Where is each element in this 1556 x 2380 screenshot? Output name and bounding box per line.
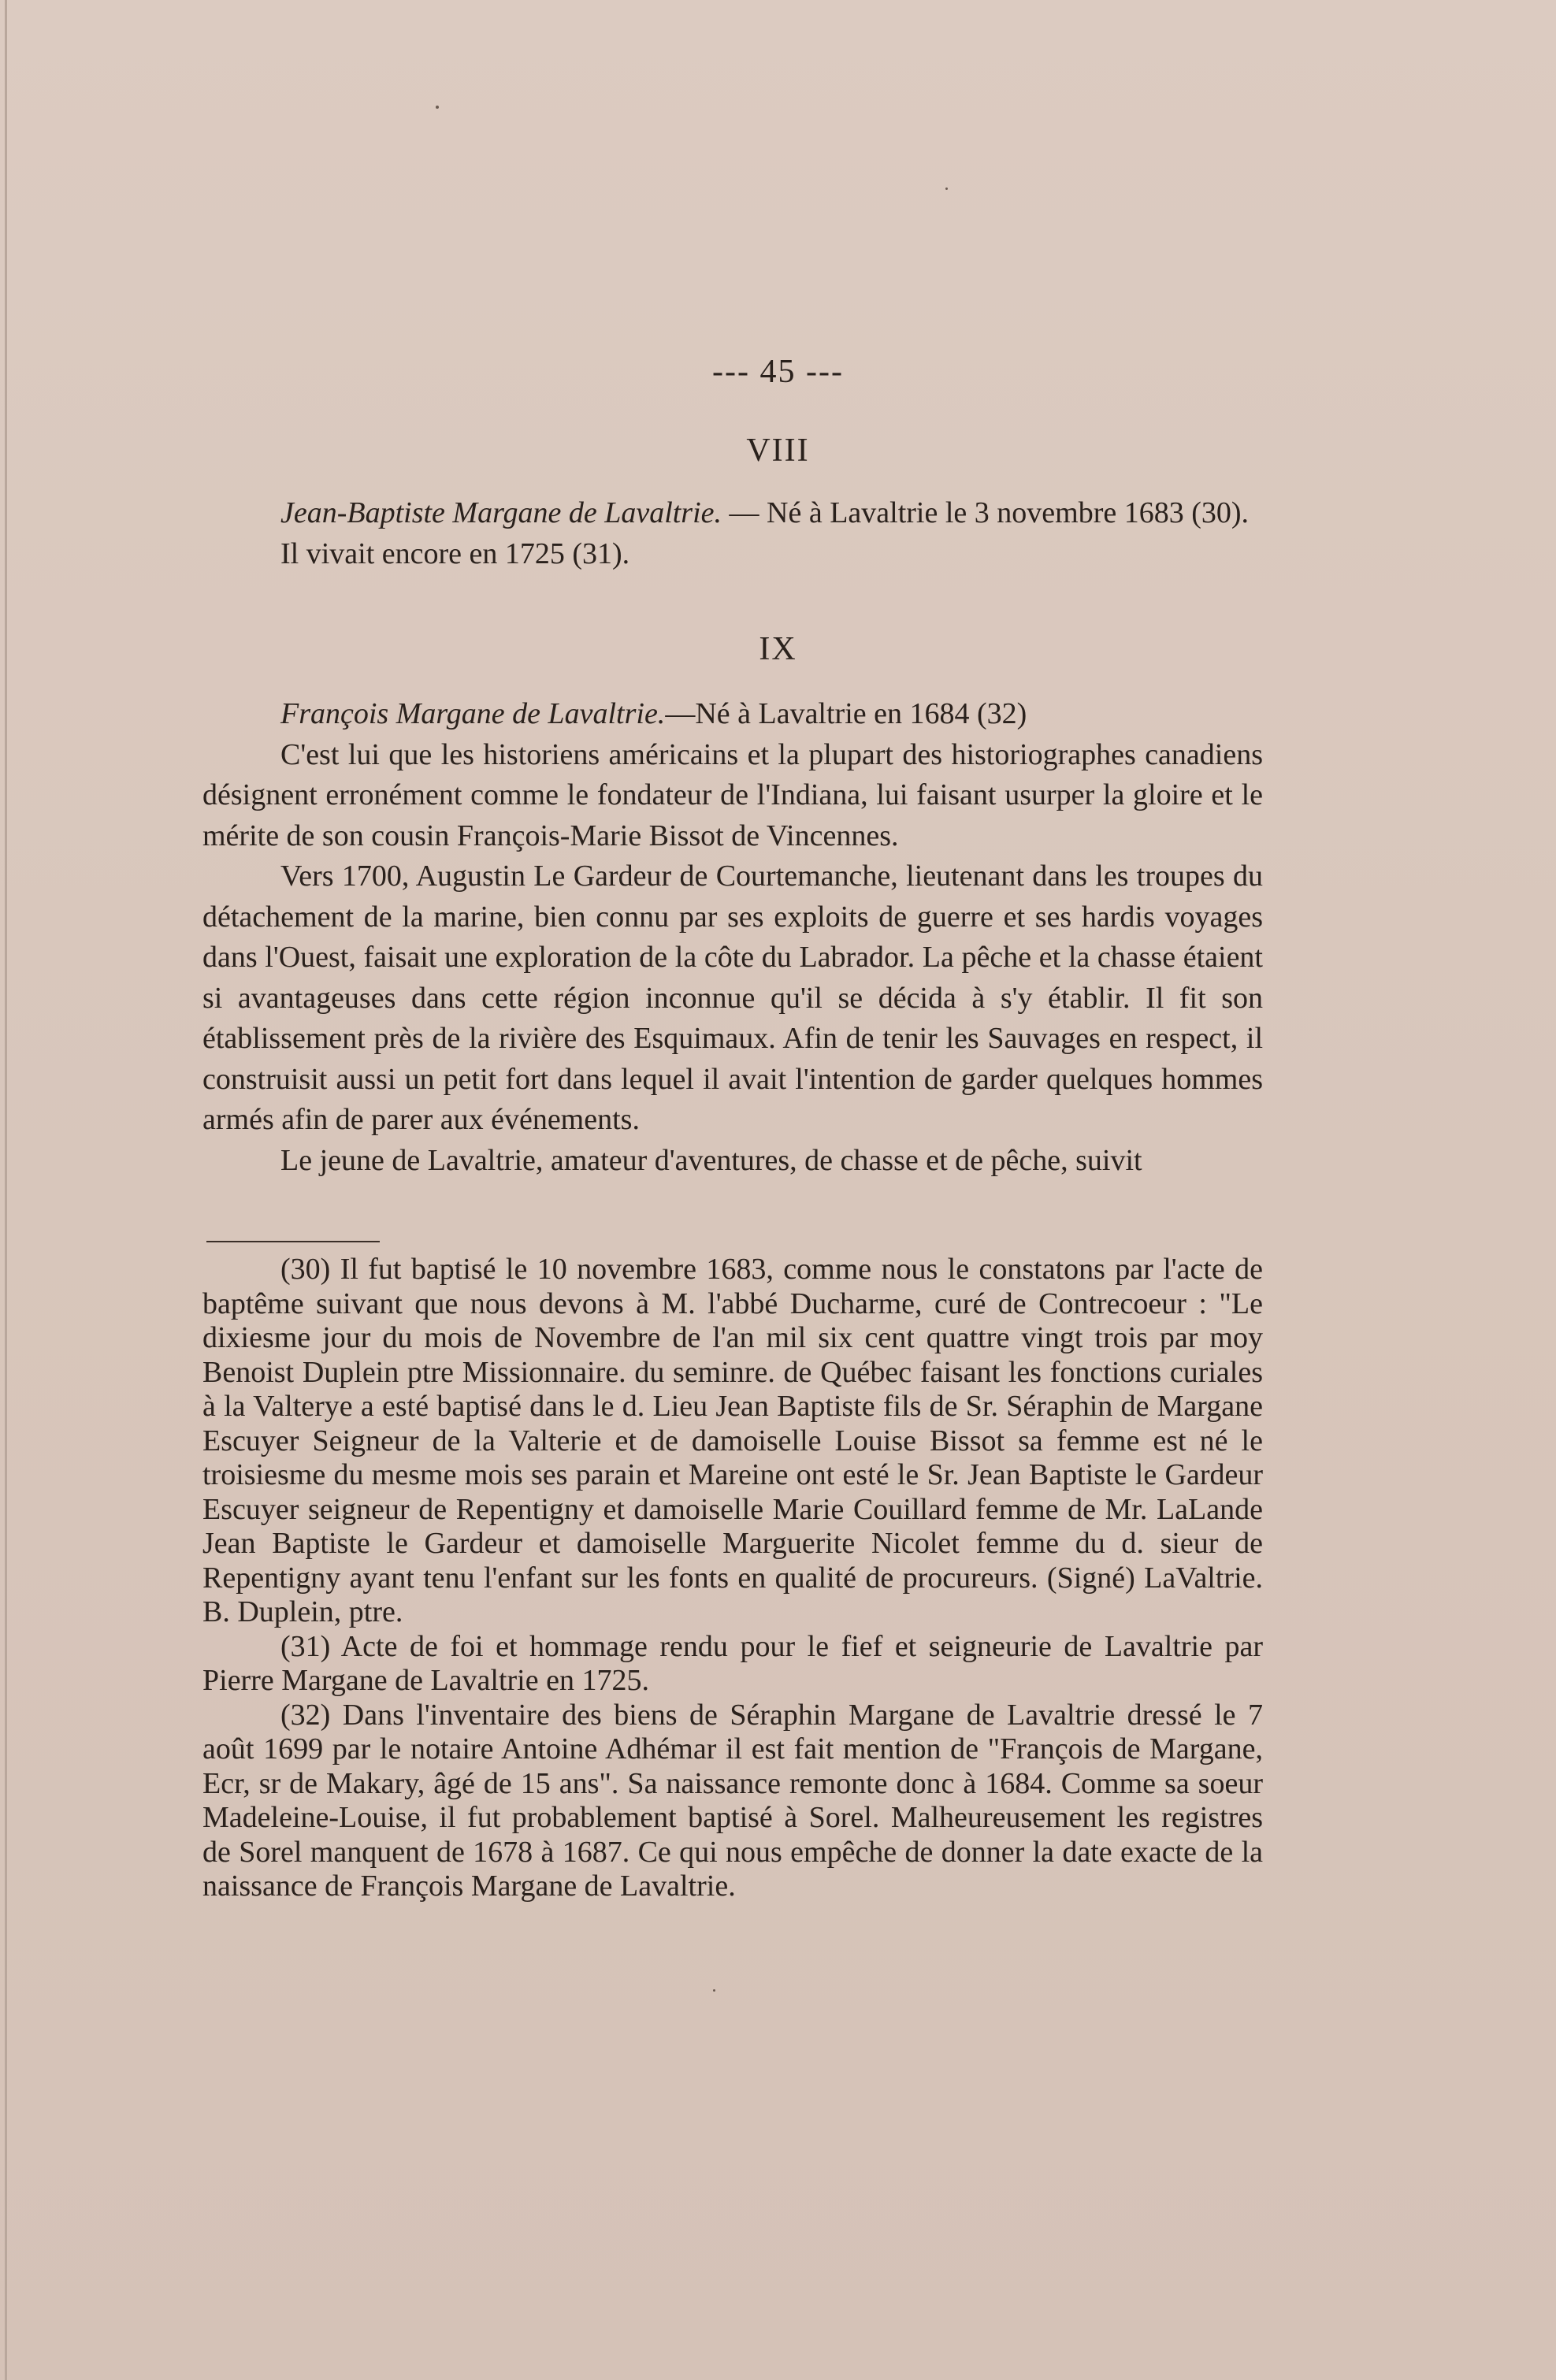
paragraph: C'est lui que les historiens américains et la plupart des historiographes canadiens désignent erronément comme le fondateur de l'Indiana, lui faisant usurper la gloire et le mérite de son cousin François-Marie Bissot de Vincennes.: [202, 737, 1263, 852]
page-number: --- 45 ---: [712, 354, 844, 390]
footnotes: [202, 1253, 1263, 1904]
section-ix-entry: [202, 694, 1263, 735]
section-viii-entry: [202, 493, 1263, 534]
paragraph: Vers 1700, Augustin Le Gardeur de Courtemanche, lieutenant dans les troupes du détachement de la marine, bien connu par ses exploits de guerre et ses hardis voyages dans l'Ouest, faisait une exploration de la côte du Labrador. La pêche et la chasse étaient si avantageuses dans cette région inconnue qu'il se décida à s'y établir. Il fit son établissement près de la rivière des Esquimaux. Afin de tenir les Sauvages en respect, il construisit aussi un petit fort dans lequel il avait l'intention de garder quelques hommes armés afin de parer aux événements.: [202, 860, 1263, 1136]
footnote-31: (31) Acte de foi et hommage rendu pour le fief et seigneurie de Lavaltrie par Pierre Margane de Lavaltrie en 1725.: [202, 1629, 1263, 1697]
entry-text: — Né à Lavaltrie le 3 novembre 1683 (30).: [722, 496, 1250, 529]
person-name: Jean-Baptiste Margane de Lavaltrie.: [280, 496, 722, 529]
footnote-separator: [206, 1241, 380, 1242]
section-heading-ix: IX: [759, 631, 797, 667]
footnote-30: (30) Il fut baptisé le 10 novembre 1683, comme nous le constatons par l'acte de baptême suivant que nous devons à M. l'abbé Ducharme, curé de Contrecoeur : "Le dixiesme jour du mois de Novembre de l'an mil six cent quattre vingt trois par moy Benoist Duplein ptre Missionnaire. du seminre. de Québec faisant les fonctions curiales à la Valterye a esté baptisé dans le d. Lieu Jean Baptiste fils de Sr. Séraphin de Margane Escuyer Seigneur de la Valterie et de damoiselle Louise Bissot sa femme est né le troisiesme du mesme mois ses parain et Mareine ont esté le Sr. Jean Baptiste le Gardeur Escuyer seigneur de Repentigny et damoiselle Marie Couillard femme de Mr. LaLande Jean Baptiste le Gardeur et damoiselle Marguerite Nicolet femme du d. sieur de Repentigny ayant tenu l'enfant sur les fonts en qualité de procureurs. (Signé) LaValtrie. B. Duplein, ptre.: [202, 1253, 1263, 1628]
footnote-32: (32) Dans l'inventaire des biens de Séraphin Margane de Lavaltrie dressé le 7 août 1699 par le notaire Antoine Adhémar il est fait mention de "François de Margane, Ecr, sr de Makary, âgé de 15 ans". Sa naissance remonte donc à 1684. Comme sa soeur Madeleine-Louise, il fut probablement baptisé à Sorel. Malheureusement les registres de Sorel manquent de 1678 à 1687. Ce qui nous empêche de donner la date exacte de la naissance de François Margane de Lavaltrie.: [202, 1698, 1263, 1903]
section-heading-viii: VIII: [746, 433, 810, 469]
paper-speck: [436, 106, 439, 109]
section-ix-body: [202, 694, 1263, 1181]
paper-speck: [713, 1989, 715, 1992]
paragraph: Le jeune de Lavaltrie, amateur d'aventures, de chasse et de pêche, suivit: [280, 1143, 1142, 1177]
person-name: François Margane de Lavaltrie.: [280, 697, 666, 730]
paper-speck: [945, 188, 948, 190]
entry-text: —Né à Lavaltrie en 1684 (32): [665, 697, 1027, 730]
section-viii-note: Il vivait encore en 1725 (31).: [280, 537, 630, 570]
section-viii-body: [202, 493, 1263, 574]
